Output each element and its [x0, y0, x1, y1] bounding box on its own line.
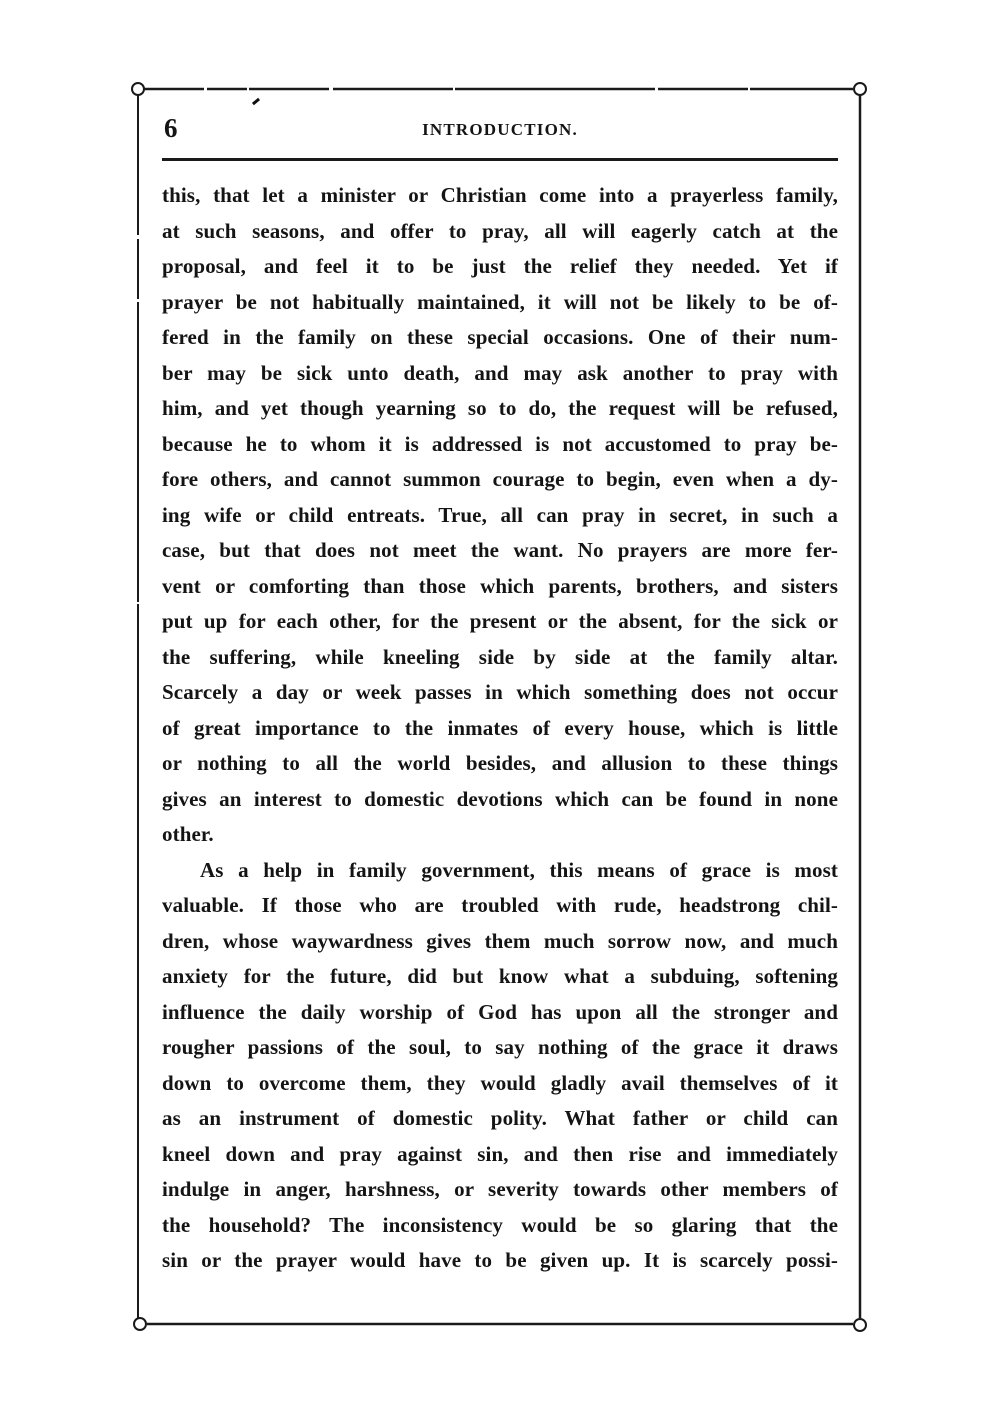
text-line: as an instrument of domestic polity. What father or child can — [162, 1106, 838, 1130]
body-text — [162, 178, 838, 1279]
corner-ring-icon-bottom-left — [134, 1318, 146, 1330]
corner-ring-icon-bottom-right — [854, 1319, 866, 1331]
text-line: put up for each other, for the present or the absent, for the sick or — [162, 609, 838, 633]
paragraph — [162, 853, 838, 1279]
text-line: prayer be not habitually maintained, it will not be likely to be of- — [162, 289, 838, 314]
text-line: As a help in family government, this means of grace is most — [200, 857, 838, 882]
text-line: ing wife or child entreats. True, all can pray in secret, in such a — [162, 502, 838, 527]
text-line: rougher passions of the soul, to say nothing of the grace it draws — [162, 1035, 838, 1059]
corner-ring-icon-top-left — [132, 83, 144, 95]
text-line: or nothing to all the world besides, and allusion to these things — [162, 751, 838, 775]
text-line: case, but that does not meet the want. No prayers are more fer- — [162, 538, 838, 562]
text-line: vent or comforting than those which parents, brothers, and sisters — [162, 573, 838, 598]
text-line: kneel down and pray against sin, and then rise and immediately — [162, 1141, 838, 1166]
text-line: because he to whom it is addressed is not accustomed to pray be- — [162, 431, 838, 456]
text-line: this, that let a minister or Christian come into a prayerless family, — [162, 183, 838, 207]
text-line: fore others, and cannot summon courage to begin, even when a dy- — [162, 467, 838, 491]
text-line: gives an interest to domestic devotions which can be found in none — [162, 786, 838, 811]
text-line: the household? The inconsistency would be so glaring that the — [162, 1212, 838, 1237]
text-line: indulge in anger, harshness, or severity towards other members of — [162, 1177, 838, 1201]
text-line: fered in the family on these special occasions. One of their num- — [162, 325, 838, 349]
text-line: sin or the prayer would have to be given up. It is scarcely possi- — [162, 1248, 838, 1272]
text-line: him, and yet though yearning so to do, the request will be refused, — [162, 396, 838, 420]
page-number: 6 — [164, 113, 178, 143]
header-rule — [162, 158, 838, 161]
stray-print-mark — [252, 98, 260, 105]
text-line: proposal, and feel it to be just the relief they needed. Yet if — [162, 254, 838, 278]
text-line: down to overcome them, they would gladly avail themselves of it — [162, 1070, 838, 1095]
text-line: valuable. If those who are troubled with rude, headstrong chil- — [162, 893, 838, 917]
text-line: other. — [162, 822, 214, 846]
text-line: at such seasons, and offer to pray, all will eagerly catch at the — [162, 218, 838, 243]
text-line: influence the daily worship of God has upon all the stronger and — [162, 999, 838, 1024]
text-line: ber may be sick unto death, and may ask another to pray with — [162, 360, 838, 385]
text-line: Scarcely a day or week passes in which something does not occur — [162, 680, 838, 704]
text-line: the suffering, while kneeling side by side at the family altar. — [162, 644, 838, 669]
text-line: anxiety for the future, did but know what a subduing, softening — [162, 964, 838, 988]
running-title: INTRODUCTION. — [422, 120, 578, 139]
text-line: dren, whose waywardness gives them much sorrow now, and much — [162, 928, 838, 953]
text-line: of great importance to the inmates of every house, which is little — [162, 715, 838, 740]
running-head — [162, 110, 838, 146]
paragraph — [162, 178, 838, 853]
corner-ring-icon-top-right — [854, 83, 866, 95]
